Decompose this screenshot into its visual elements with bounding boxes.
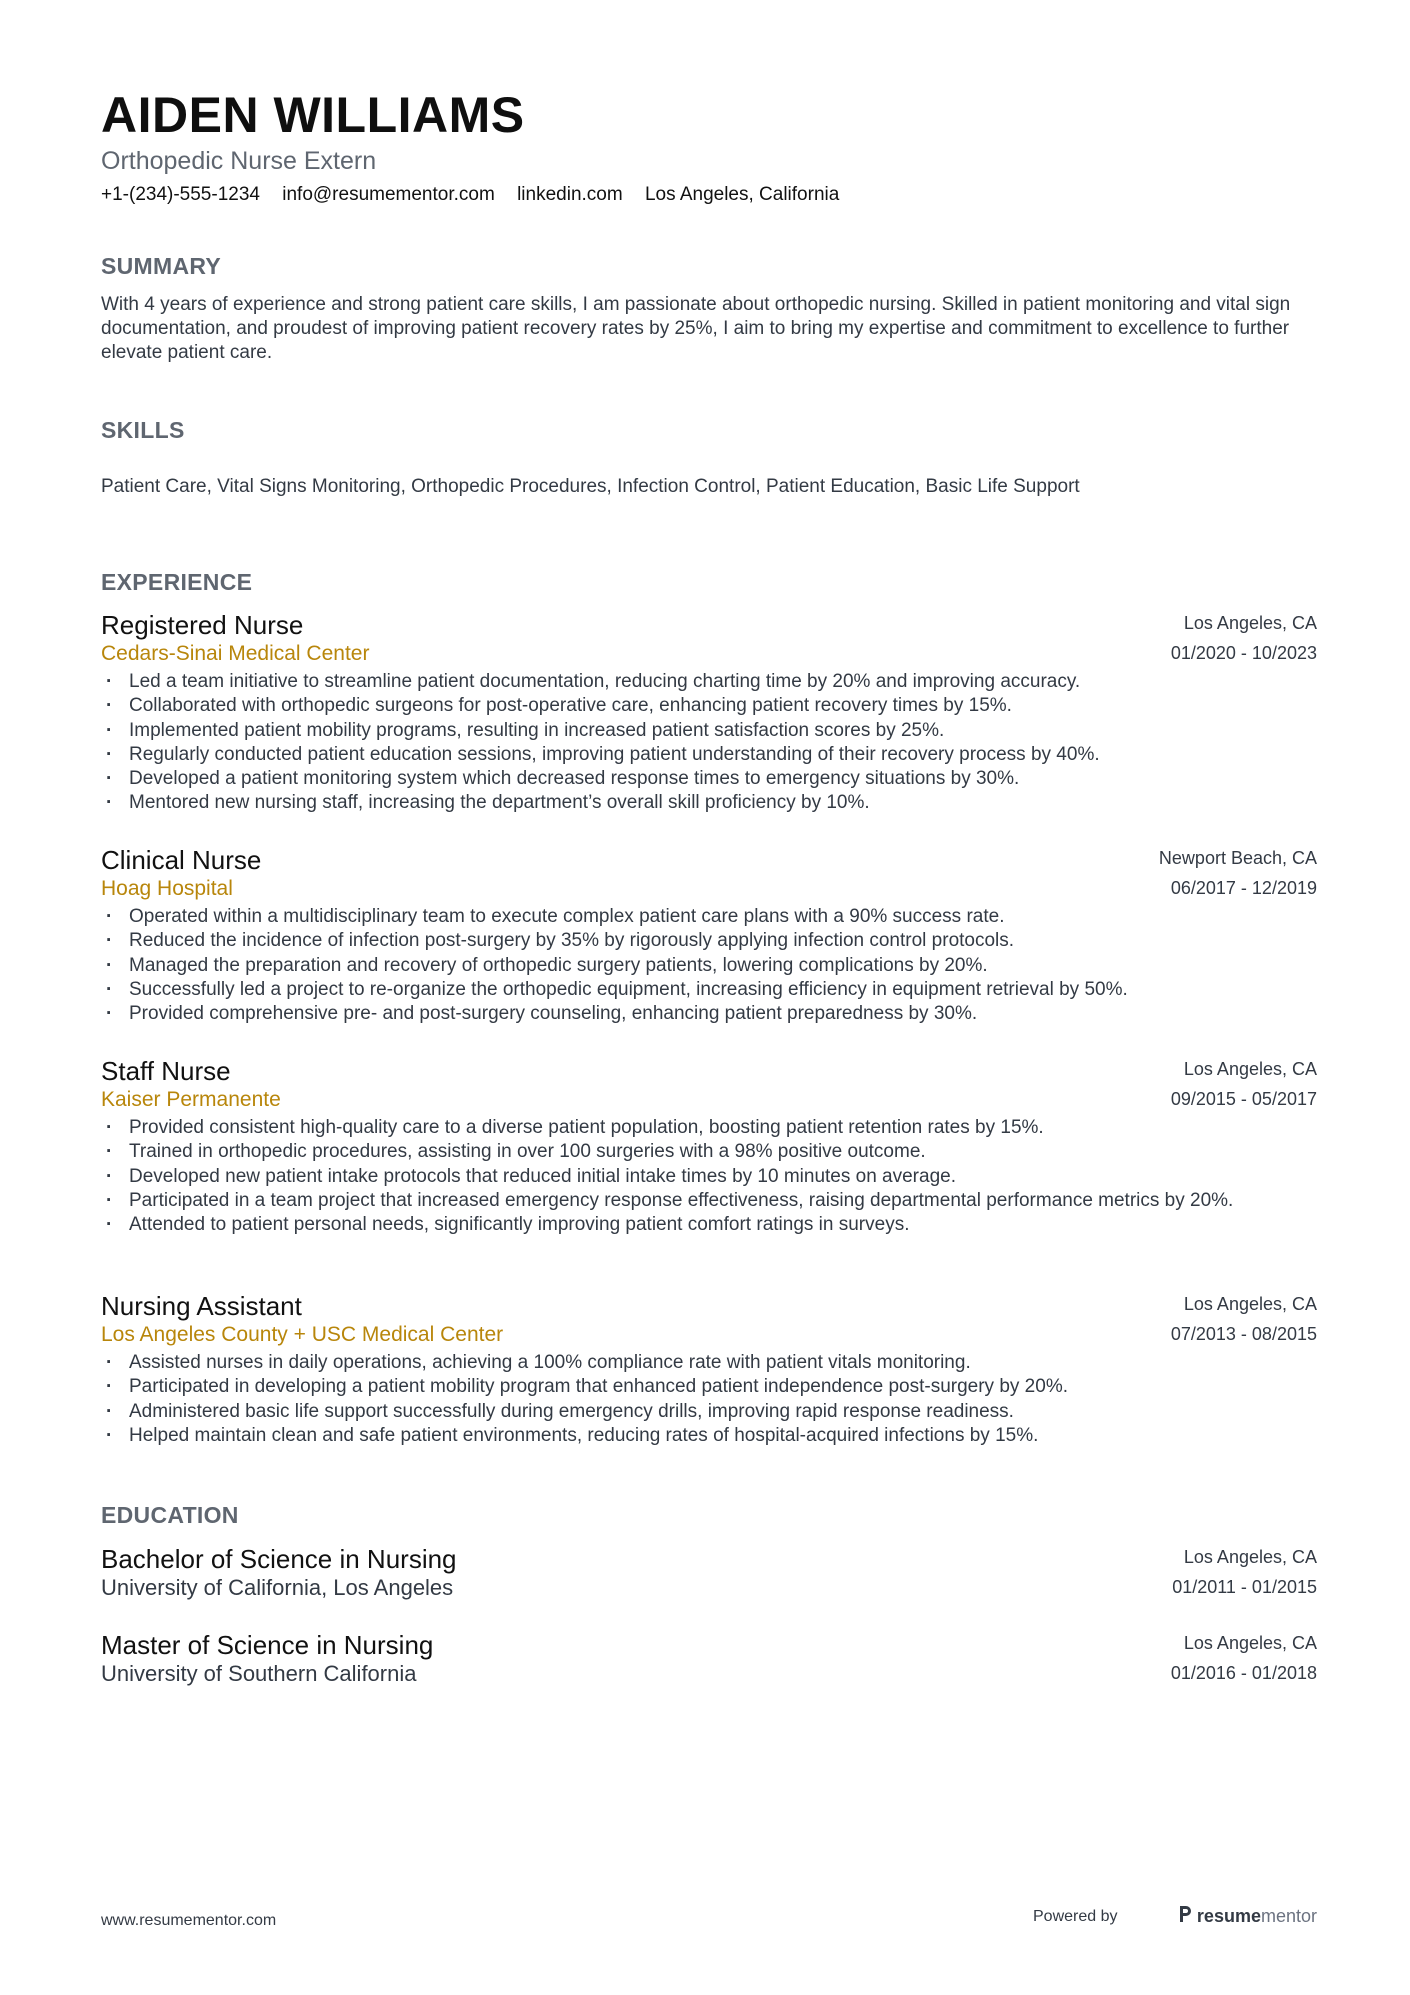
candidate-title: Orthopedic Nurse Extern (101, 147, 377, 175)
list-item: · Developed new patient intake protocols that reduced initial intake times by 10 minutes on average. (101, 1165, 1317, 1189)
job-bullets (101, 1116, 1317, 1237)
list-item: · Provided comprehensive pre- and post-surgery counseling, enhancing patient preparedness by 30%. (101, 1002, 1317, 1026)
education-dates: 01/2011 - 01/2015 (1172, 1577, 1317, 1597)
skills-text: Patient Care, Vital Signs Monitoring, Orthopedic Procedures, Infection Control, Patient Education, Basic Life Support (101, 476, 1080, 497)
list-item: · Participated in developing a patient mobility program that enhanced patient independence post-surgery by 20%. (101, 1375, 1317, 1399)
contact-linkedin[interactable]: linkedin.com (517, 184, 623, 205)
job-dates: 07/2013 - 08/2015 (1170, 1324, 1317, 1344)
education-dates: 01/2016 - 01/2018 (1170, 1663, 1317, 1683)
school-name: University of California, Los Angeles (101, 1575, 454, 1600)
list-item: · Managed the preparation and recovery of orthopedic surgery patients, lowering complications by 20%. (101, 954, 1317, 978)
job-bullets (101, 670, 1317, 816)
list-item: · Collaborated with orthopedic surgeons for post-operative care, enhancing patient recovery times by 15%. (101, 694, 1317, 718)
job-dates: 01/2020 - 10/2023 (1170, 643, 1317, 663)
contact-phone: +1-(234)-555-1234 (101, 184, 260, 205)
job-bullets (101, 1351, 1317, 1448)
job-location: Newport Beach, CA (1158, 848, 1317, 868)
company-name: Hoag Hospital (101, 877, 233, 900)
contact-location: Los Angeles, California (644, 184, 840, 205)
company-name: Cedars-Sinai Medical Center (101, 642, 370, 665)
list-item: · Administered basic life support successfully during emergency drills, improving rapid response readiness. (101, 1400, 1317, 1424)
job-location: Los Angeles, CA (1183, 1059, 1317, 1079)
education-entry (101, 1544, 1317, 1604)
experience-entry (101, 610, 1317, 820)
list-item: · Participated in a team project that increased emergency response effectiveness, raising departmental performance metrics by 20%. (101, 1189, 1317, 1213)
job-title: Clinical Nurse (101, 845, 262, 875)
degree-title: Bachelor of Science in Nursing (101, 1544, 457, 1574)
contact-line (101, 183, 856, 207)
skills-heading: SKILLS (101, 417, 185, 443)
list-item: · Developed a patient monitoring system which decreased response times to emergency situations by 30%. (101, 767, 1317, 791)
list-item: · Trained in orthopedic procedures, assisting in over 100 surgeries with a 98% positive outcome. (101, 1140, 1317, 1164)
job-title: Nursing Assistant (101, 1291, 302, 1321)
list-item: · Attended to patient personal needs, significantly improving patient comfort ratings in surveys. (101, 1213, 1317, 1237)
school-name: University of Southern California (101, 1661, 417, 1686)
experience-entry (101, 845, 1317, 1035)
brand-name-bold: resume (1196, 1906, 1261, 1926)
school-location: Los Angeles, CA (1183, 1547, 1317, 1567)
contact-email[interactable]: info@resumementor.com (282, 184, 495, 205)
experience-entry (101, 1291, 1317, 1461)
education-heading: EDUCATION (101, 1502, 239, 1528)
degree-title: Master of Science in Nursing (101, 1630, 434, 1660)
brand-logo-icon (1177, 1904, 1193, 1929)
list-item: · Reduced the incidence of infection post-surgery by 35% by rigorously applying infection control protocols. (101, 929, 1317, 953)
job-title: Staff Nurse (101, 1056, 231, 1086)
list-item: · Led a team initiative to streamline patient documentation, reducing charting time by 20% and improving accuracy. (101, 670, 1317, 694)
job-dates: 09/2015 - 05/2017 (1170, 1089, 1317, 1109)
education-entry (101, 1630, 1317, 1690)
company-name: Los Angeles County + USC Medical Center (101, 1323, 504, 1346)
brand-name-light: mentor (1260, 1906, 1317, 1926)
powered-by-label: Powered by (1033, 1908, 1118, 1925)
list-item: · Regularly conducted patient education sessions, improving patient understanding of their recovery process by 40%. (101, 743, 1317, 767)
job-location: Los Angeles, CA (1183, 1294, 1317, 1314)
list-item: · Assisted nurses in daily operations, achieving a 100% compliance rate with patient vitals monitoring. (101, 1351, 1317, 1375)
footer-url[interactable]: www.resumementor.com (101, 1912, 277, 1929)
list-item: · Implemented patient mobility programs, resulting in increased patient satisfaction scores by 25%. (101, 719, 1317, 743)
company-name: Kaiser Permanente (101, 1088, 281, 1111)
list-item: · Helped maintain clean and safe patient environments, reducing rates of hospital-acquired infections by 15%. (101, 1424, 1317, 1448)
summary-text: With 4 years of experience and strong patient care skills, I am passionate about orthopedic nursing. Skilled in patient monitoring and vital sign documentation, and proudest of improving patient recovery rates by 25%, I aim to bring my expertise and commitment to excellence to further elevate patient care. (101, 294, 1291, 363)
job-location: Los Angeles, CA (1183, 613, 1317, 633)
list-item: · Successfully led a project to re-organize the orthopedic equipment, increasing efficiency in equipment retrieval by 50%. (101, 978, 1317, 1002)
school-location: Los Angeles, CA (1183, 1633, 1317, 1653)
job-title: Registered Nurse (101, 610, 304, 640)
experience-heading: EXPERIENCE (101, 569, 253, 595)
brand-logo[interactable] (1177, 1904, 1317, 1929)
candidate-name: AIDEN WILLIAMS (101, 87, 525, 143)
experience-entry (101, 1056, 1317, 1266)
job-bullets (101, 905, 1317, 1026)
list-item: · Provided consistent high-quality care to a diverse patient population, boosting patient retention rates by 15%. (101, 1116, 1317, 1140)
job-dates: 06/2017 - 12/2019 (1170, 878, 1317, 898)
list-item: · Operated within a multidisciplinary team to execute complex patient care plans with a 90% success rate. (101, 905, 1317, 929)
summary-heading: SUMMARY (101, 253, 222, 279)
list-item: · Mentored new nursing staff, increasing the department’s overall skill proficiency by 10%. (101, 791, 1317, 815)
